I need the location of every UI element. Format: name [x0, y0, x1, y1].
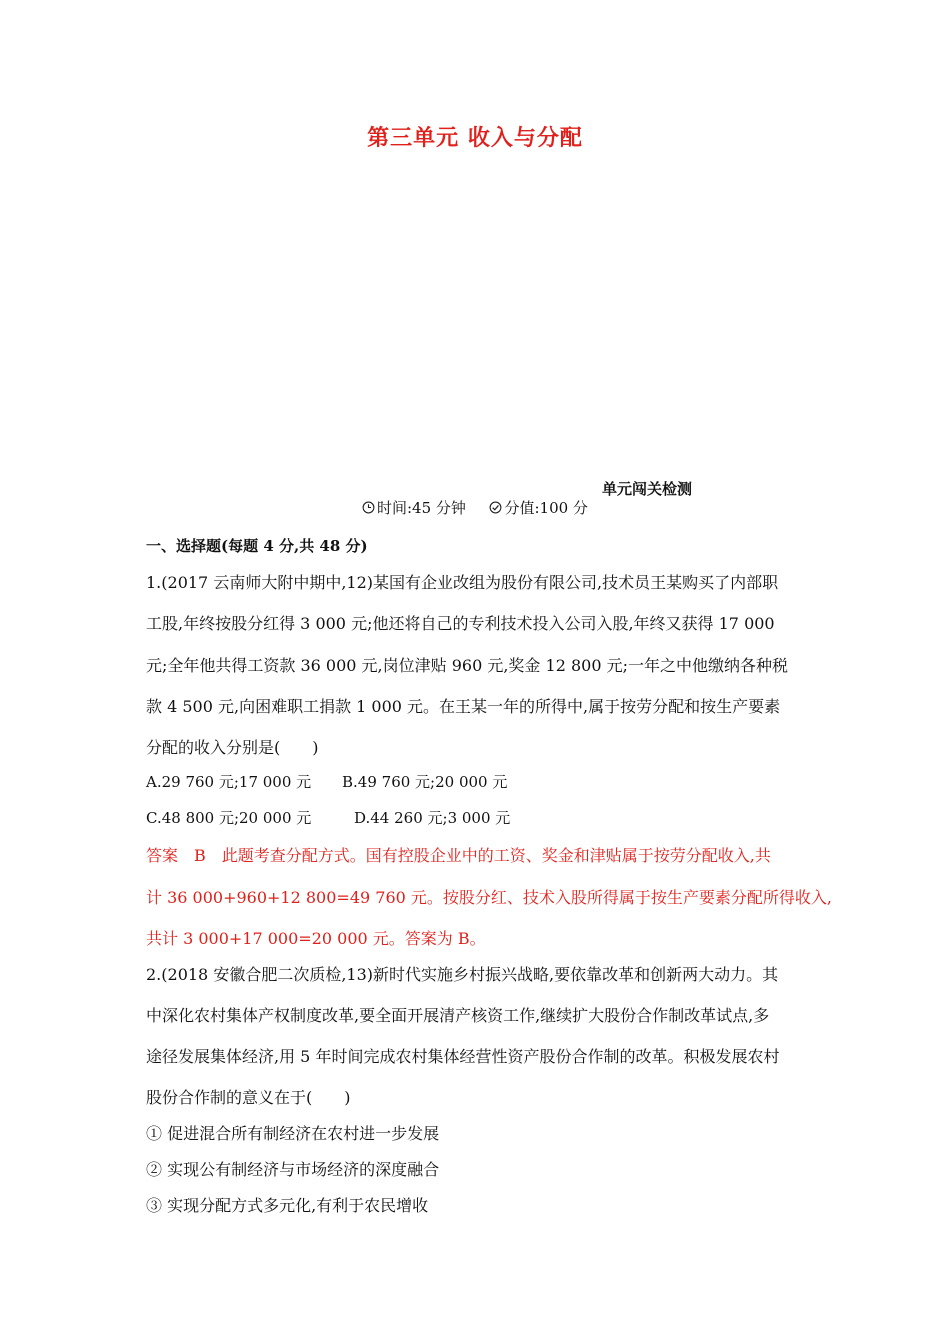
- total-score: 分值:100 分: [504, 499, 588, 517]
- page-title: 第三单元 收入与分配: [367, 125, 583, 151]
- test-subtitle: 单元闯关检测: [602, 480, 693, 498]
- q1-option-c: C.48 800 元;20 000 元: [146, 809, 312, 827]
- clock-icon: [362, 501, 375, 514]
- q2-line: 2.(2018 安徽合肥二次质检,13)新时代实施乡村振兴战略,要依靠改革和创新两大动力。其: [146, 965, 779, 984]
- q1-answer-line: 计 36 000+960+12 800=49 760 元。按股分红、技术入股所得属于按生产要素分配所得收入,: [146, 888, 832, 907]
- check-circle-icon: [489, 501, 502, 514]
- section-heading: 一、选择题(每题 4 分,共 48 分): [146, 537, 368, 555]
- q1-line: 1.(2017 云南师大附中期中,12)某国有企业改组为股份有限公司,技术员王某购买了内部职: [146, 573, 779, 592]
- q2-statement: ① 促进混合所有制经济在农村进一步发展: [146, 1124, 440, 1143]
- q1-answer-line: 答案 B 此题考查分配方式。国有控股企业中的工资、奖金和津贴属于按劳分配收入,共: [146, 846, 771, 865]
- q2-line: 股份合作制的意义在于( ): [146, 1088, 351, 1107]
- q1-line: 款 4 500 元,向困难职工捐款 1 000 元。在王某一年的所得中,属于按劳分配和按生产要素: [146, 697, 781, 716]
- q1-option-a: A.29 760 元;17 000 元: [146, 773, 312, 791]
- q2-statement: ② 实现公有制经济与市场经济的深度融合: [146, 1160, 440, 1179]
- q1-line: 分配的收入分别是( ): [146, 738, 319, 757]
- q1-option-b: B.49 760 元;20 000 元: [342, 773, 508, 791]
- test-meta: [362, 497, 588, 518]
- q2-line: 中深化农村集体产权制度改革,要全面开展清产核资工作,继续扩大股份合作制改革试点,多: [146, 1006, 770, 1025]
- q1-option-d: D.44 260 元;3 000 元: [354, 809, 511, 827]
- q2-line: 途径发展集体经济,用 5 年时间完成农村集体经营性资产股份合作制的改革。积极发展农村: [146, 1047, 780, 1066]
- q2-statement: ③ 实现分配方式多元化,有利于农民增收: [146, 1196, 429, 1215]
- time-limit: 时间:45 分钟: [377, 499, 466, 517]
- q1-line: 工股,年终按股分红得 3 000 元;他还将自己的专利技术投入公司入股,年终又获得 17 000: [146, 614, 775, 633]
- q1-answer-line: 共计 3 000+17 000=20 000 元。答案为 B。: [146, 929, 486, 948]
- q1-line: 元;全年他共得工资款 36 000 元,岗位津贴 960 元,奖金 12 800 元;一年之中他缴纳各种税: [146, 656, 788, 675]
